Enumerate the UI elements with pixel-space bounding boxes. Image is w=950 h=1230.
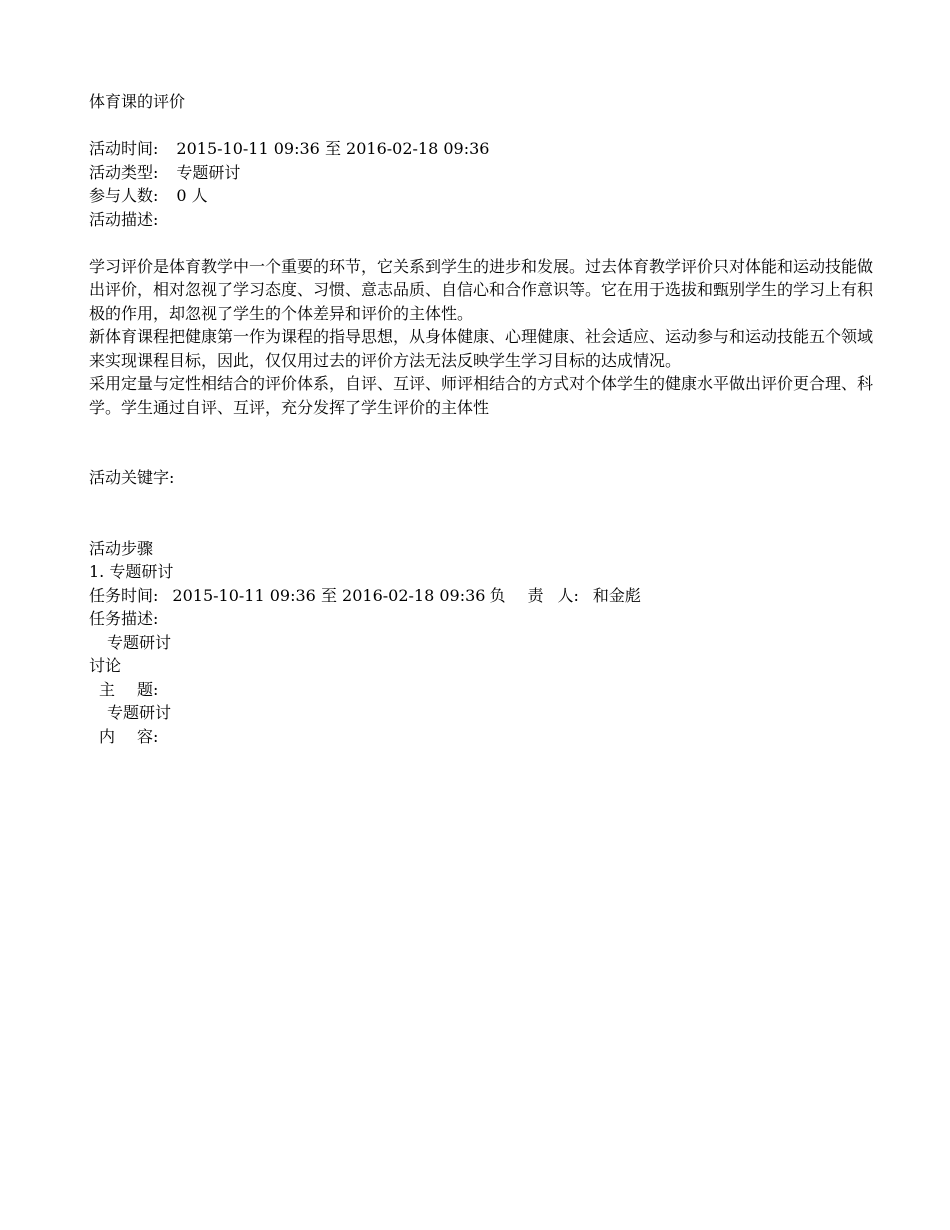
steps-heading: 活动步骤	[89, 538, 154, 558]
topic-label-b: 题:	[137, 679, 159, 699]
spacer	[89, 231, 879, 255]
content-row	[89, 725, 879, 749]
step-title: 1. 专题研讨	[89, 562, 174, 581]
activity-type-row	[89, 161, 879, 185]
activity-type-value: 专题研讨	[176, 162, 241, 182]
topic-label-a: 主	[99, 679, 116, 699]
owner-value: 和金彪	[592, 585, 641, 605]
task-time-value: 2015-10-11 09:36 至 2016-02-18 09:36	[172, 585, 486, 605]
task-time-row	[89, 584, 879, 608]
description-paragraph: 学习评价是体育教学中一个重要的环节，它关系到学生的进步和发展。过去体育教学评价只对体能和运动技能做出评价，相对忽视了学习态度、习惯、意志品质、自信心和合作意识等。它在用于选拔和甄别学生的学习上有积极的作用，却忽视了学生的个体差异和评价的主体性。	[89, 256, 874, 323]
spacer	[89, 114, 879, 138]
owner-label-b: 责	[527, 585, 544, 605]
activity-keywords-label: 活动关键字:	[89, 468, 175, 487]
owner-label-a: 负	[489, 585, 506, 605]
activity-time-value: 2015-10-11 09:36 至 2016-02-18 09:36	[176, 139, 490, 158]
participants-label: 参与人数:	[89, 186, 159, 205]
activity-time-row	[89, 137, 879, 161]
activity-type-label: 活动类型:	[89, 162, 159, 182]
content-label-a: 内	[99, 726, 116, 746]
activity-description-label: 活动描述:	[89, 209, 159, 229]
owner-label-c: 人:	[557, 585, 579, 605]
document-title: 体育课的评价	[89, 92, 186, 111]
topic-row	[89, 678, 879, 702]
content-label-b: 容:	[137, 726, 159, 746]
task-description-value: 专题研讨	[107, 632, 172, 652]
document-page	[89, 90, 879, 748]
spacer	[89, 490, 879, 537]
participants-row	[89, 184, 879, 208]
discussion-label: 讨论	[89, 656, 122, 675]
participants-value: 0 人	[176, 186, 208, 205]
activity-time-label: 活动时间:	[89, 139, 159, 158]
description-paragraph: 采用定量与定性相结合的评价体系，自评、互评、师评相结合的方式对个体学生的健康水平做出评价更合理、科学。学生通过自评、互评，充分发挥了学生评价的主体性	[89, 374, 874, 417]
task-description-label: 任务描述:	[89, 609, 159, 628]
task-time-label: 任务时间:	[89, 585, 159, 605]
topic-value: 专题研讨	[107, 703, 172, 722]
spacer	[89, 419, 879, 466]
description-paragraph: 新体育课程把健康第一作为课程的指导思想，从身体健康、心理健康、社会适应、运动参与和运动技能五个领域来实现课程目标，因此，仅仅用过去的评价方法无法反映学生学习目标的达成情况。	[89, 327, 874, 370]
